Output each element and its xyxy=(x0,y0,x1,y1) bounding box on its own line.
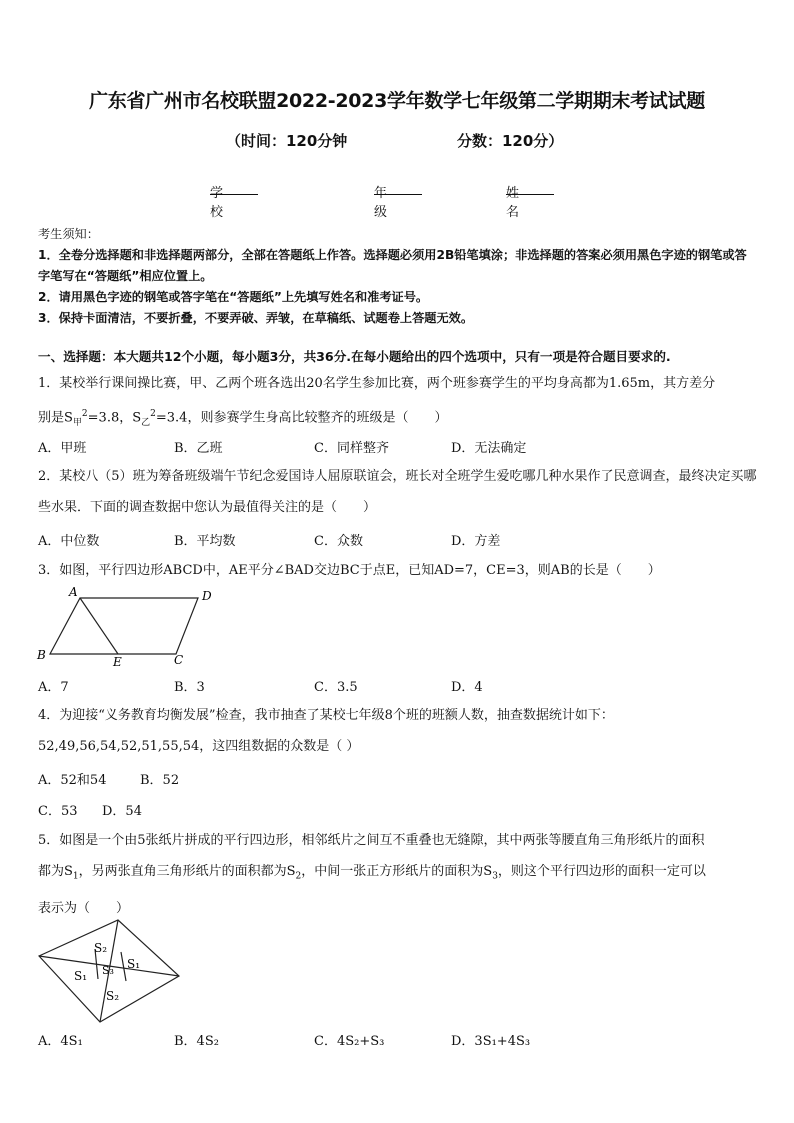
q4-option-a[interactable]: A．52和54 xyxy=(38,773,107,788)
q5-line3: 表示为（ ） xyxy=(38,900,130,916)
square-edge-right xyxy=(121,952,126,981)
exam-notice xyxy=(38,224,758,329)
parallelogram-abcd xyxy=(50,598,198,654)
label-s2-top: S₂ xyxy=(94,941,108,955)
q2-options xyxy=(38,530,758,550)
notice-item-1: 1．全卷分选择题和非选择题两部分，全部在答题纸上作答。选择题必须用2B铅笔填涂；非选择题的答案必须用黑色字迹的钢笔或答字笔写在“答题纸”相应位置上。 xyxy=(38,248,747,283)
section-heading: 一、选择题：本大题共12个小题，每小题3分，共36分.在每小题给出的四个选项中，只有一项是符合题目要求的. xyxy=(38,349,671,364)
q5-options xyxy=(38,1030,758,1050)
q4-option-b[interactable]: B．52 xyxy=(140,773,180,788)
question-4 xyxy=(38,700,760,762)
q5-line2: 都为$S_1$，另两张直角三角形纸片的面积都为$S_2$，中间一张正方形纸片的面积为$S_3$，则这个平行四边形的面积一定可以 xyxy=(38,864,706,882)
q3-option-a[interactable]: A．7 xyxy=(38,680,69,695)
q1-option-b[interactable]: B．乙班 xyxy=(174,441,223,456)
exam-title: 广东省广州市名校联盟2022-2023学年数学七年级第二学期期末考试试题 xyxy=(89,90,705,112)
label-s3-center: S₃ xyxy=(102,964,114,977)
q5-option-d[interactable]: D．3S₁+4S₃ xyxy=(451,1034,531,1049)
label-s2-bottom: S₂ xyxy=(106,989,120,1003)
q2-option-a[interactable]: A．中位数 xyxy=(38,534,100,549)
q3-options xyxy=(38,676,758,696)
label-c: C xyxy=(174,653,184,667)
question-2: 2．某校八（5）班为筹备班级端午节纪念爱国诗人屈原联谊会，班长对全班学生爱吃哪几种水果作了民意调查，最终决定买哪些水果．下面的调查数据中您认为最值得关注的是（ ） xyxy=(38,469,757,515)
school-blank[interactable] xyxy=(210,182,258,195)
label-b: B xyxy=(37,648,46,662)
q2-option-b[interactable]: B．平均数 xyxy=(174,534,236,549)
question-5 xyxy=(38,825,760,924)
name-blank[interactable] xyxy=(506,182,554,195)
q4-options-row-2 xyxy=(38,800,758,820)
q4-options-row-1 xyxy=(38,769,758,789)
q5-parallelogram-figure xyxy=(34,918,184,1028)
q5-option-a[interactable]: A．4S₁ xyxy=(38,1034,83,1049)
q1-option-a[interactable]: A．甲班 xyxy=(38,441,87,456)
q5-line1: 5．如图是一个由5张纸片拼成的平行四边形，相邻纸片之间互不重叠也无缝隙，其中两张等腰直角三角形纸片的面积 xyxy=(38,833,705,848)
student-info xyxy=(0,182,794,220)
grade-blank[interactable] xyxy=(374,182,422,195)
label-e: E xyxy=(113,655,122,669)
q1-line1: 1．某校举行课间操比赛，甲、乙两个班各选出20名学生参加比赛，两个班参赛学生的平均身高都为1.65m，其方差分 xyxy=(38,376,716,391)
q5-option-b[interactable]: B．4S₂ xyxy=(174,1034,219,1049)
grade-label: 年级 xyxy=(374,186,388,220)
notice-item-2: 2．请用黑色字迹的钢笔或答字笔在“答题纸”上先填写姓名和准考证号。 xyxy=(38,290,429,304)
notice-heading: 考生须知： xyxy=(38,227,99,241)
exam-meta xyxy=(0,130,794,152)
notice-item-3: 3．保持卡面清洁，不要折叠，不要弄破、弄皱，在草稿纸、试题卷上答题无效。 xyxy=(38,311,474,325)
label-d: D xyxy=(202,589,212,603)
q3-option-d[interactable]: D．4 xyxy=(451,680,483,695)
q3-option-b[interactable]: B．3 xyxy=(174,680,205,695)
q1-options xyxy=(38,437,758,457)
q3-parallelogram-figure xyxy=(32,584,222,672)
segment-ae xyxy=(80,598,118,654)
q4-line1: 4．为迎接“义务教育均衡发展”检查，我市抽查了某校七年级8个班的班额人数，抽查数据统计如下： xyxy=(38,708,614,723)
question-3: 3．如图，平行四边形ABCD中，AE平分∠BAD交边BC于点E，已知AD=7，CE=3，则AB的长是（ ） xyxy=(38,563,661,578)
name-label: 姓名 xyxy=(506,186,520,220)
q1-option-d[interactable]: D．无法确定 xyxy=(451,441,527,456)
school-label: 学校 xyxy=(210,186,224,220)
q2-option-d[interactable]: D．方差 xyxy=(451,534,501,549)
q4-option-d[interactable]: D．54 xyxy=(102,804,142,819)
exam-time: （时间：120分钟 xyxy=(226,132,348,150)
label-s1-right: S₁ xyxy=(127,957,141,971)
q3-option-c[interactable]: C．3.5 xyxy=(314,680,358,695)
q4-line2: 52,49,56,54,52,51,55,54，这四组数据的众数是（ ） xyxy=(38,739,360,754)
exam-score: 分数：120分） xyxy=(457,132,564,150)
q1-line2: 别是$S_甲^2=3.8$，$S_乙^2=3.4$，则参赛学生身高比较整齐的班级是（ ） xyxy=(38,409,448,428)
q1-option-c[interactable]: C．同样整齐 xyxy=(314,441,389,456)
q5-option-c[interactable]: C．4S₂+S₃ xyxy=(314,1034,385,1049)
label-a: A xyxy=(69,585,78,599)
label-s1-left: S₁ xyxy=(74,969,88,983)
q2-option-c[interactable]: C．众数 xyxy=(314,534,363,549)
question-1 xyxy=(38,368,760,439)
q4-option-c[interactable]: C．53 xyxy=(38,804,78,819)
